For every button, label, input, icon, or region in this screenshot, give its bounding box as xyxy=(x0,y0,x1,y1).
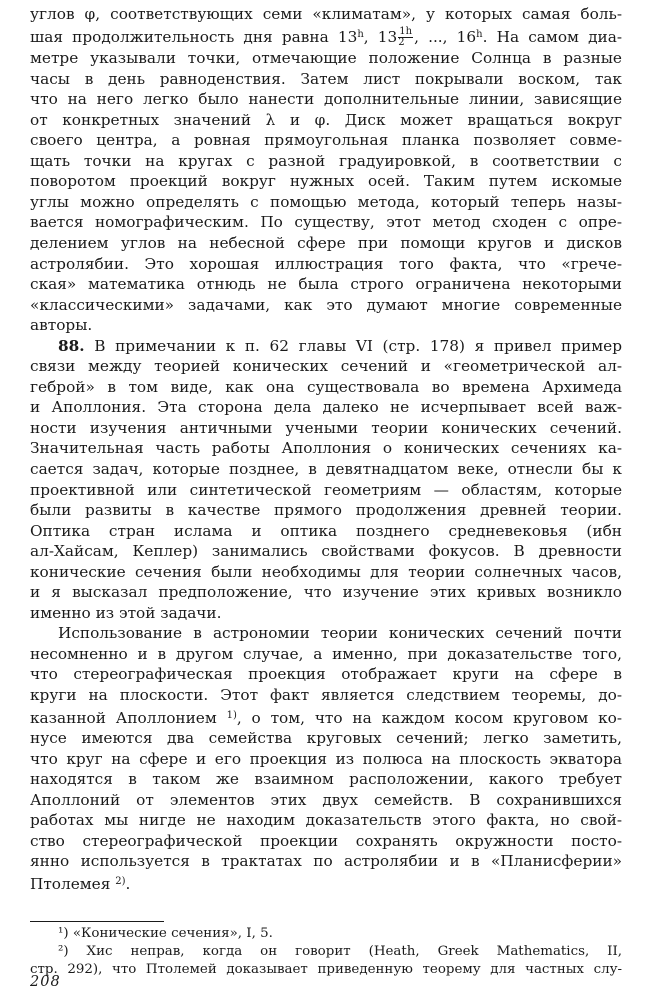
footnote-ref-2: 2) xyxy=(115,875,126,887)
footnote-2: ²) Хис неправ, когда он говорит (Heath, Greek Mathematics, II, xyxy=(58,944,622,959)
text-line: авторы. xyxy=(30,316,93,335)
text-line: ство стереографической проекции сохранять окружности посто- xyxy=(30,831,622,850)
section-number: 88. xyxy=(58,336,85,355)
text-line: ская» математика отнюдь не была строго ограничена некоторыми xyxy=(30,275,622,294)
fraction: $\frac{1h}{2}$ xyxy=(398,26,413,49)
text-line: нусе имеются два семейства круговых сечений; легко заметить, xyxy=(30,729,622,748)
page-number: 208 xyxy=(30,974,61,990)
text-line-formula: шая продолжительность дня равна 13$^h$, 13 $\frac{1h}{2}$ , ..., 16$^h$. На самом диа- xyxy=(30,26,622,49)
footnote-ref-1: 1) xyxy=(226,709,237,721)
text-line: работах мы нигде не находим доказательств этого факта, но свой- xyxy=(30,811,622,830)
text-line: именно из этой задачи. xyxy=(30,603,222,622)
text-line: Аполлоний от элементов этих двух семейств. В сохранившихся xyxy=(30,790,622,809)
text-line: Значительная часть работы Аполлония о конических сечениях ка- xyxy=(30,439,622,458)
text-line: что круг на сфере и его проекция из полюса на плоскость экватора xyxy=(30,749,622,768)
text-line: янно используется в трактатах по астролябии и в «Планисферии» xyxy=(30,852,622,871)
text-line: щать точки на кругах с разной градуировкой, в соответствии с xyxy=(30,151,622,170)
text-line: что на него легко было нанести дополнительные линии, зависящие xyxy=(30,90,622,109)
text-line: находятся в таком же взаимном расположении, какого требует xyxy=(30,770,622,789)
text-line-footnote-ref: Птолемея $^{2)}$. xyxy=(30,874,131,893)
text-line: вается номографическим. По существу, этот метод сходен с опре- xyxy=(30,213,622,232)
text-line: и Аполлония. Эта сторона дела далеко не исчерпывает всей важ- xyxy=(30,398,622,417)
text-line: поворотом проекций вокруг нужных осей. Таким путем искомые xyxy=(30,172,622,191)
main-text xyxy=(30,4,622,894)
text-line: сается задач, которые позднее, в девятнадцатом веке, отнесли бы к xyxy=(30,459,622,478)
text-line: ности изучения античными учеными теории конических сечений. xyxy=(30,418,622,437)
footnote-2-continued: стр. 292), что Птолемей доказывает приведенную теорему для частных слу- xyxy=(30,962,622,977)
text-line: делением углов на небесной сфере при помощи кругов и дисков xyxy=(30,233,622,252)
text-line: и я высказал предположение, что изучение этих кривых возникло xyxy=(30,583,622,602)
section-start-line: 88. В примечании к п. 62 главы VI (стр. 178) я привел пример xyxy=(58,336,622,355)
text-line: были развиты в качестве прямого продолжения древней теории. xyxy=(30,501,622,520)
text-line: связи между теорией конических сечений и «геометрической ал- xyxy=(30,357,622,376)
text-line: часы в день равноденствия. Затем лист покрывали воском, так xyxy=(30,69,622,88)
text-line: что стереографическая проекция отображает круги на сфере в xyxy=(30,665,622,684)
text-line: Оптика стран ислама и оптика позднего средневековья (ибн xyxy=(30,521,622,540)
footnotes xyxy=(30,925,622,979)
superscript-h: h xyxy=(357,28,364,40)
text-line: углы можно определять с помощью метода, который теперь назы- xyxy=(30,192,622,211)
text-line: астролябии. Это хорошая иллюстрация того факта, что «грече- xyxy=(30,254,622,273)
footnote-divider xyxy=(30,921,164,922)
text-line: круги на плоскости. Этот факт является следствием теоремы, до- xyxy=(30,686,622,704)
text-line: «классическими» задачами, как это думают многие современные xyxy=(30,295,622,314)
text-line: углов φ, соответствующих семи «климатам», у которых самая боль- xyxy=(30,5,622,23)
text-line: геброй» в том виде, как она существовала во времена Архимеда xyxy=(30,377,622,396)
paragraph-start-line: Использование в астрономии теории конических сечений почти xyxy=(58,624,622,643)
text-line: своего центра, а ровная прямоугольная планка позволяет совме- xyxy=(30,131,622,150)
text-line: метре указывали точки, отмечающие положение Солнца в разные xyxy=(30,49,622,68)
text-line: ал-Хайсам, Кеплер) занимались свойствами фокусов. В древности xyxy=(30,542,622,561)
text-line: проективной или синтетической геометриям — областям, которые xyxy=(30,480,622,499)
text-line: от конкретных значений λ и φ. Диск может вращаться вокруг xyxy=(30,110,622,129)
text-line: конические сечения были необходимы для теории солнечных часов, xyxy=(30,562,622,581)
superscript-h: h xyxy=(476,28,483,40)
text-line: несомненно и в другом случае, а именно, при доказательстве того, xyxy=(30,644,622,663)
text-line-footnote-ref: казанной Аполлонием $^{1)}$, о том, что на каждом косом круговом ко- xyxy=(30,708,622,727)
footnote-1: ¹) «Конические сечения», I, 5. xyxy=(58,926,273,941)
